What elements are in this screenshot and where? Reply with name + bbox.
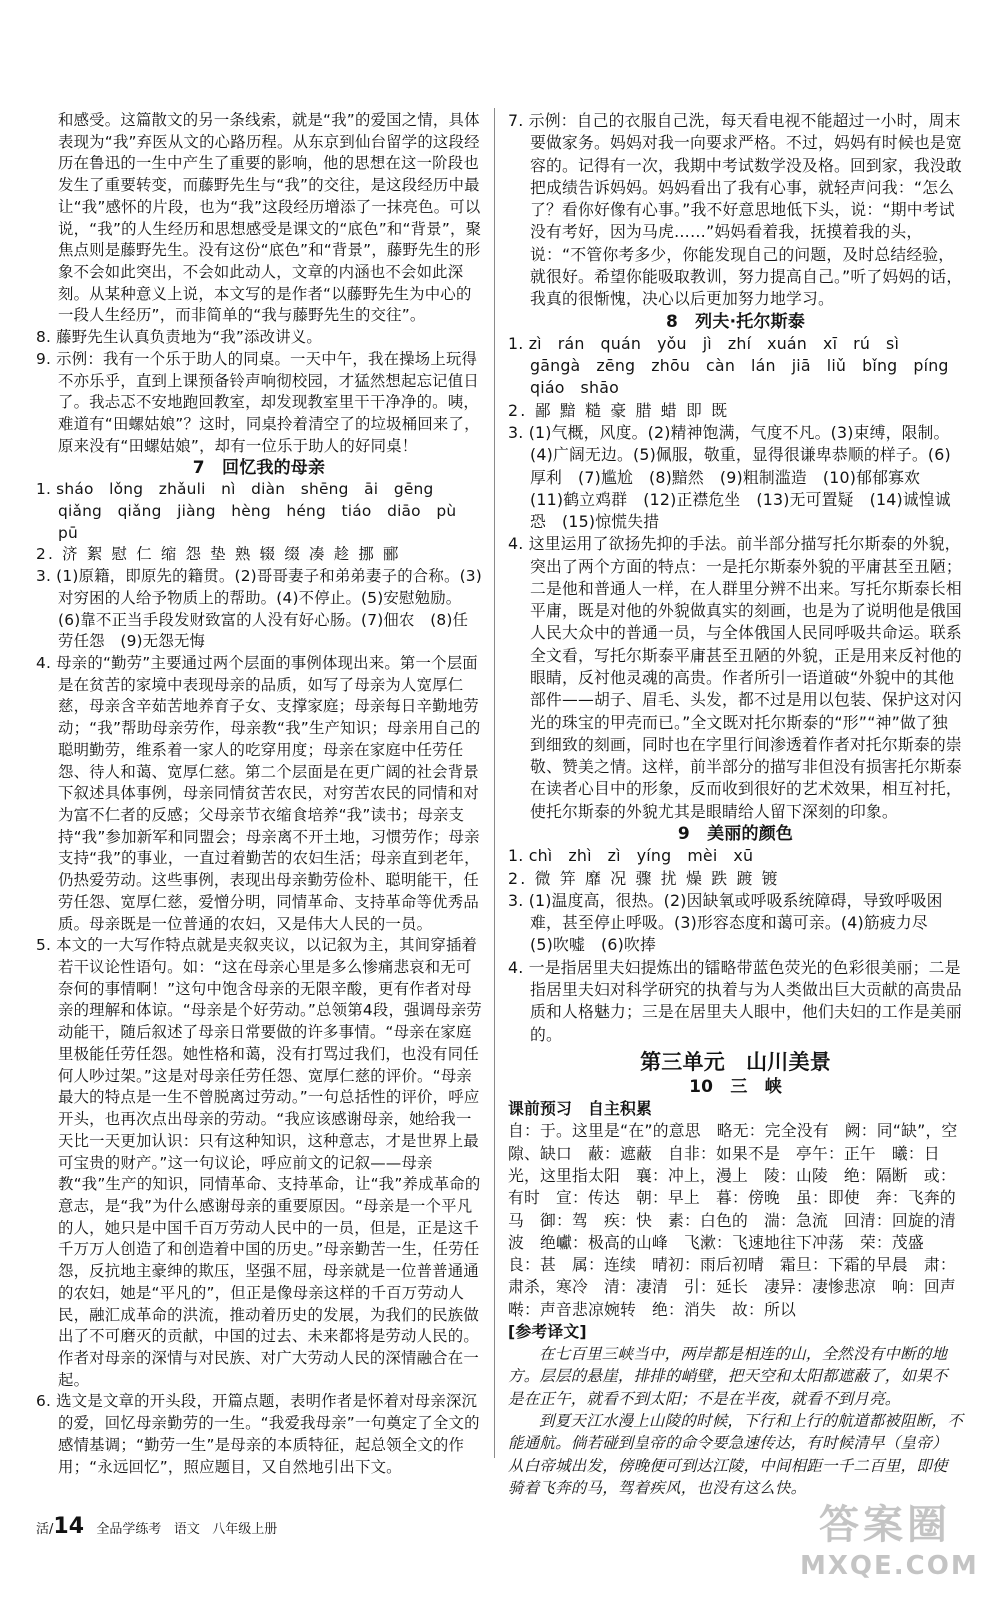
answer-paragraph: 第三单元 山川美景 xyxy=(640,1049,831,1074)
page-prefix: 活/ xyxy=(36,1522,54,1537)
subject-label: 语文 xyxy=(173,1522,200,1537)
answer-paragraph: 4. 一是指居里夫妇提炼出的镭略带蓝色荧光的色彩很美丽；二是指居里夫妇对科学研究的执着与为人类做出巨大贡献的高贵品质和人格魅力；三是在居里夫人眼中，他们夫妇的工作是美丽的。 xyxy=(508,957,962,1044)
answer-paragraph: 7 回忆我的母亲 xyxy=(192,457,326,478)
answer-paragraph: 课前预习 自主积累 xyxy=(508,1099,652,1119)
answer-paragraph: 10 三 峡 xyxy=(689,1076,782,1097)
page-footer xyxy=(36,1514,277,1539)
answer-paragraph: 9. 示例：我有一个乐于助人的同桌。一天中午，我在操场上玩得不亦乐乎，直到上课预备铃声响彻校园，才猛然想起忘记值日了。我忐忑不安地跑回教室，却发现教室里干干净净的。咦，难道有“田螺姑娘”？这时，同桌拎着清空了的垃圾桶回来了，原来没有“田螺姑娘”，却有一位乐于助人的好同桌！ xyxy=(36,349,480,455)
watermark-logo xyxy=(800,1500,979,1590)
column-divider xyxy=(494,108,495,1458)
reference-translation xyxy=(508,1343,963,1499)
answer-paragraph: 6. 选文是文章的开头段，开篇点题，表明作者是怀着对母亲深沉的爱，回忆母亲勤劳的一生。“我爱我母亲”一句奠定了全文的感情基调；“勤劳一生”是母亲的本质特征，起总领全文的作用；“永远回忆”，照应题目，又自然地引出下文。 xyxy=(36,1392,480,1476)
left-column xyxy=(36,110,482,1478)
answer-paragraph: 2. 济 絮 慰 仁 缩 怨 垫 熟 辍 缀 凑 趁 挪 郦 xyxy=(36,545,401,564)
answer-paragraph: 1. chì zhì zì yíng mèi xū xyxy=(508,846,754,866)
translation-paragraph: 到夏天江水漫上山陵的时候，下行和上行的航道都被阻断，不能通航。倘若碰到皇帝的命令要急速传达，有时候清早（皇帝）从白帝城出发，傍晚便可到达江陵，中间相距一千二百里，即使骑着飞奔的马，驾着疾风，也没有这么快。 xyxy=(508,1412,963,1497)
answer-paragraph: 2. 鄙 黯 糙 豪 腊 蜡 即 既 xyxy=(508,400,730,420)
answer-paragraph: 自：于。这里是“在”的意思 略无：完全没有 阙：同“缺”，空隙、缺口 蔽：遮蔽 自非：如果不是 亭午：正午 曦：日光，这里指太阳 襄：冲上，漫上 陵：山陵 绝：隔断 或：有时 宣：传达 朝：早上 暮：傍晚 虽：即使 奔：飞奔的马 御：驾 疾：快 素：白色的 湍：急流 回清：回旋的清波 绝巘：极高的山峰 飞漱：飞速地往下冲荡 荣：茂盛 良：甚 属：连续 晴初：雨后初晴 霜旦：下霜的早晨 肃：肃杀，寒冷 清：凄清 引：延长 凄异：凄惨悲凉 响：回声 啭：声音悲凉婉转 绝：消失 故：所以 xyxy=(508,1121,972,1319)
book-title: 全品学练考 xyxy=(96,1522,162,1537)
answer-paragraph: [参考译文] xyxy=(508,1321,587,1341)
right-column xyxy=(508,110,972,1499)
answer-paragraph: 3. (1)温度高，很热。(2)因缺氧或呼吸系统障碍，导致呼吸困难，甚至停止呼吸。(3)形容态度和蔼可亲。(4)筋疲力尽 (5)吹嘘 (6)吹捧 xyxy=(508,890,944,955)
answer-paragraph: 2. 微 笄 靡 况 骤 扰 燥 跌 踱 镀 xyxy=(508,868,780,888)
page-number: 14 xyxy=(53,1514,85,1539)
answer-paragraph: 8 列夫·托尔斯泰 xyxy=(665,311,806,332)
answer-paragraph: 1. sháo lǒng zhǎuli nì diàn shēng āi gēng qiǎng qiǎng jiàng hèng héng tiáo diāo pù pū xyxy=(36,480,472,542)
answer-paragraph: 7. 示例：自己的衣服自己洗，每天看电视不能超过一小时，周末要做家务。妈妈对我一向要求严格。不过，妈妈有时候也是宽容的。记得有一次，我期中考试数学没及格。回到家，我没敢把成绩告诉妈妈。妈妈看出了我有心事，就轻声问我：“怎么了？看你好像有心事。”我不好意思地低下头，说：“期中考试没有考好，因为马虎……”妈妈看着我，抚摸着我的头，说：“不管你考多少，你能发现自己的问题，及时总结经验，就很好。希望你能吸取教训，努力提高自己。”听了妈妈的话，我真的很惭愧，决心以后更加努力地学习。 xyxy=(508,111,963,309)
answer-paragraph: 9 美丽的颜色 xyxy=(677,824,794,844)
watermark-cn: 答案圈 xyxy=(819,1502,951,1548)
watermark-en: MXQE.COM xyxy=(800,1551,979,1581)
answer-paragraph: 5. 本文的一大写作特点就是夹叙夹议，以记叙为主，其间穿插着若干议论性语句。如：“这在母亲心里是多么惨痛悲哀和无可奈何的事情啊！”这句中饱含母亲的无限辛酸，更有作者对母亲的理解和体谅。“母亲是个好劳动。”总领第4段，强调母亲劳动能干，随后叙述了母亲日常要做的许多事情。“母亲在家庭里极能任劳任怨。她性格和蔼，没有打骂过我们，也没有同任何人吵过架。”这是对母亲任劳任怨、宽厚仁慈的评价。“母亲最大的特点是一生不曾脱离过劳动。”一句总括性的评价，呼应开头，也再次点出母亲的劳动。“我应该感谢母亲，她给我一天比一天更加认识：只有这种知识，这种意志，才是世界上最可宝贵的财产。”这一句议论，呼应前文的记叙——母亲教“我”生产的知识，同情革命、支持革命，让“我”养成革命的意志，是“我”为什么感谢母亲的重要原因。“母亲是一个平凡的人，她只是中国千百万劳动人民中的一员，但是，正是这千千万万人创造了和创造着中国的历史。”母亲勤苦一生，任劳任怨，反抗地主豪绅的欺压，坚强不屈，母亲就是一位普普通通的农妇，她是“平凡的”，但正是像母亲这样的千百万劳动人民，融汇成革命的洪流，推动着历史的发展，为我们的民族做出了不可磨灭的贡献，中国的过去、未来都将是劳动人民的。作者对母亲的深情与对民族、对广大劳动人民的深情融合在一起。 xyxy=(36,936,482,1389)
answer-paragraph: 8. 藤野先生认真负责地为“我”添改讲义。 xyxy=(36,328,322,347)
answer-paragraph: 3. (1)气概，风度。(2)精神饱满，气度不凡。(3)束缚，限制。(4)广阔无边。(5)佩服，敬重，显得很谦卑恭顺的样子。(6)厚利 (7)尴尬 (8)黯然 (9)粗制滥造 (10)郁郁寡欢 (11)鹤立鸡群 (12)正襟危坐 (13)无可置疑 (14)诚惶诚恐 (15)惊慌失措 xyxy=(508,422,951,532)
answer-paragraph: 4. 母亲的“勤劳”主要通过两个层面的事例体现出来。第一个层面是在贫苦的家境中表现母亲的品质，如写了母亲为人宽厚仁慈，母亲含辛茹苦地养育子女、支撑家庭；母亲每日辛勤地劳动；“我”帮助母亲劳作，母亲教“我”生产知识；母亲用自己的聪明勤劳，维系着一家人的吃穿用度；母亲在家庭中任劳任怨、待人和蔼、宽厚仁慈。第二个层面是在更广阔的社会背景下叙述具体事例，母亲同情贫苦农民，对穷苦农民的同情和对为富不仁者的反感；父母亲节衣缩食培养“我”读书；母亲支持“我”参加新军和同盟会；母亲离不开土地，习惯劳作；母亲支持“我”的事业，一直过着勤苦的农妇生活；母亲直到老年，仍热爱劳动。这些事例，表现出母亲勤劳俭朴、聪明能干，任劳任怨、宽厚仁慈，爱憎分明，同情革命、支持革命等优秀品质。母亲既是一位普通的农妇，又是伟大人民的一员。 xyxy=(36,653,481,933)
translation-paragraph: 在七百里三峡当中，两岸都是相连的山，全然没有中断的地方。层层的悬崖，排排的峭壁，把天空和太阳都遮蔽了，如果不是在正午，就看不到太阳；不是在半夜，就看不到月亮。 xyxy=(508,1345,948,1408)
answer-paragraph: 1. zì rán quán yǒu jì zhí xuán xī rú sì gāngà zēng zhōu càn lán jiā liǔ bǐng píng qiáo shāo xyxy=(508,333,965,398)
grade-label: 八年级上册 xyxy=(212,1522,278,1537)
answer-paragraph: 4. 这里运用了欲扬先抑的手法。前半部分描写托尔斯泰的外貌，突出了两个方面的特点：一是托尔斯泰外貌的平庸甚至丑陋；二是他和普通人一样，在人群里分辨不出来。写托尔斯泰长相平庸，既是对他的外貌做真实的刻画，也是为了说明他是俄国人民大众中的普通一员，与全体俄国人民同呼吸共命运。联系全文看，写托尔斯泰平庸甚至丑陋的外貌，正是用来反衬他的眼睛，反衬他灵魂的高贵。作者所引一语道破“外貌中的其他部件——胡子、眉毛、头发，都不过是用以包装、保护这对闪光的珠宝的甲壳而已。”全文既对托尔斯泰的“形”“神”做了独到细致的刻画，同时也在字里行间渗透着作者对托尔斯泰的崇敬、赞美之情。这样，前半部分的描写非但没有损害托尔斯泰在读者心目中的形象，反而收到很好的艺术效果，相互衬托，使托尔斯泰的外貌尤其是眼睛给人留下深刻的印象。 xyxy=(508,534,962,821)
answer-paragraph: 和感受。这篇散文的另一条线索，就是“我”的爱国之情，具体表现为“我”弃医从文的心路历程。从东京到仙台留学的这段经历在鲁迅的一生中产生了重要的影响，他的思想在这一阶段也发生了重要转变，而藤野先生与“我”的交往，是这段经历中最让“我”感怀的片段，也为“我”这段经历增添了一抹亮色。可以说，“我”的人生经历和思想感受是课文的“底色”和“背景”，聚焦点则是藤野先生。没有这份“底色”和“背景”，藤野先生的形象不会如此突出，不会如此动人，文章的内涵也不会如此深刻。从某种意义上说，本文写的是作者“以藤野先生为中心的一段人生经历”，而非简单的“我与藤野先生的交往”。 xyxy=(58,111,482,325)
answer-paragraph: 3. (1)原籍，即原先的籍贯。(2)哥哥妻子和弟弟妻子的合称。(3)对穷困的人给予物质上的帮助。(4)不停止。(5)安慰勉励。(6)靠不正当手段发财致富的人没有好心肠。(7)佃农 (8)任劳任怨 (9)无怨无悔 xyxy=(36,567,482,651)
